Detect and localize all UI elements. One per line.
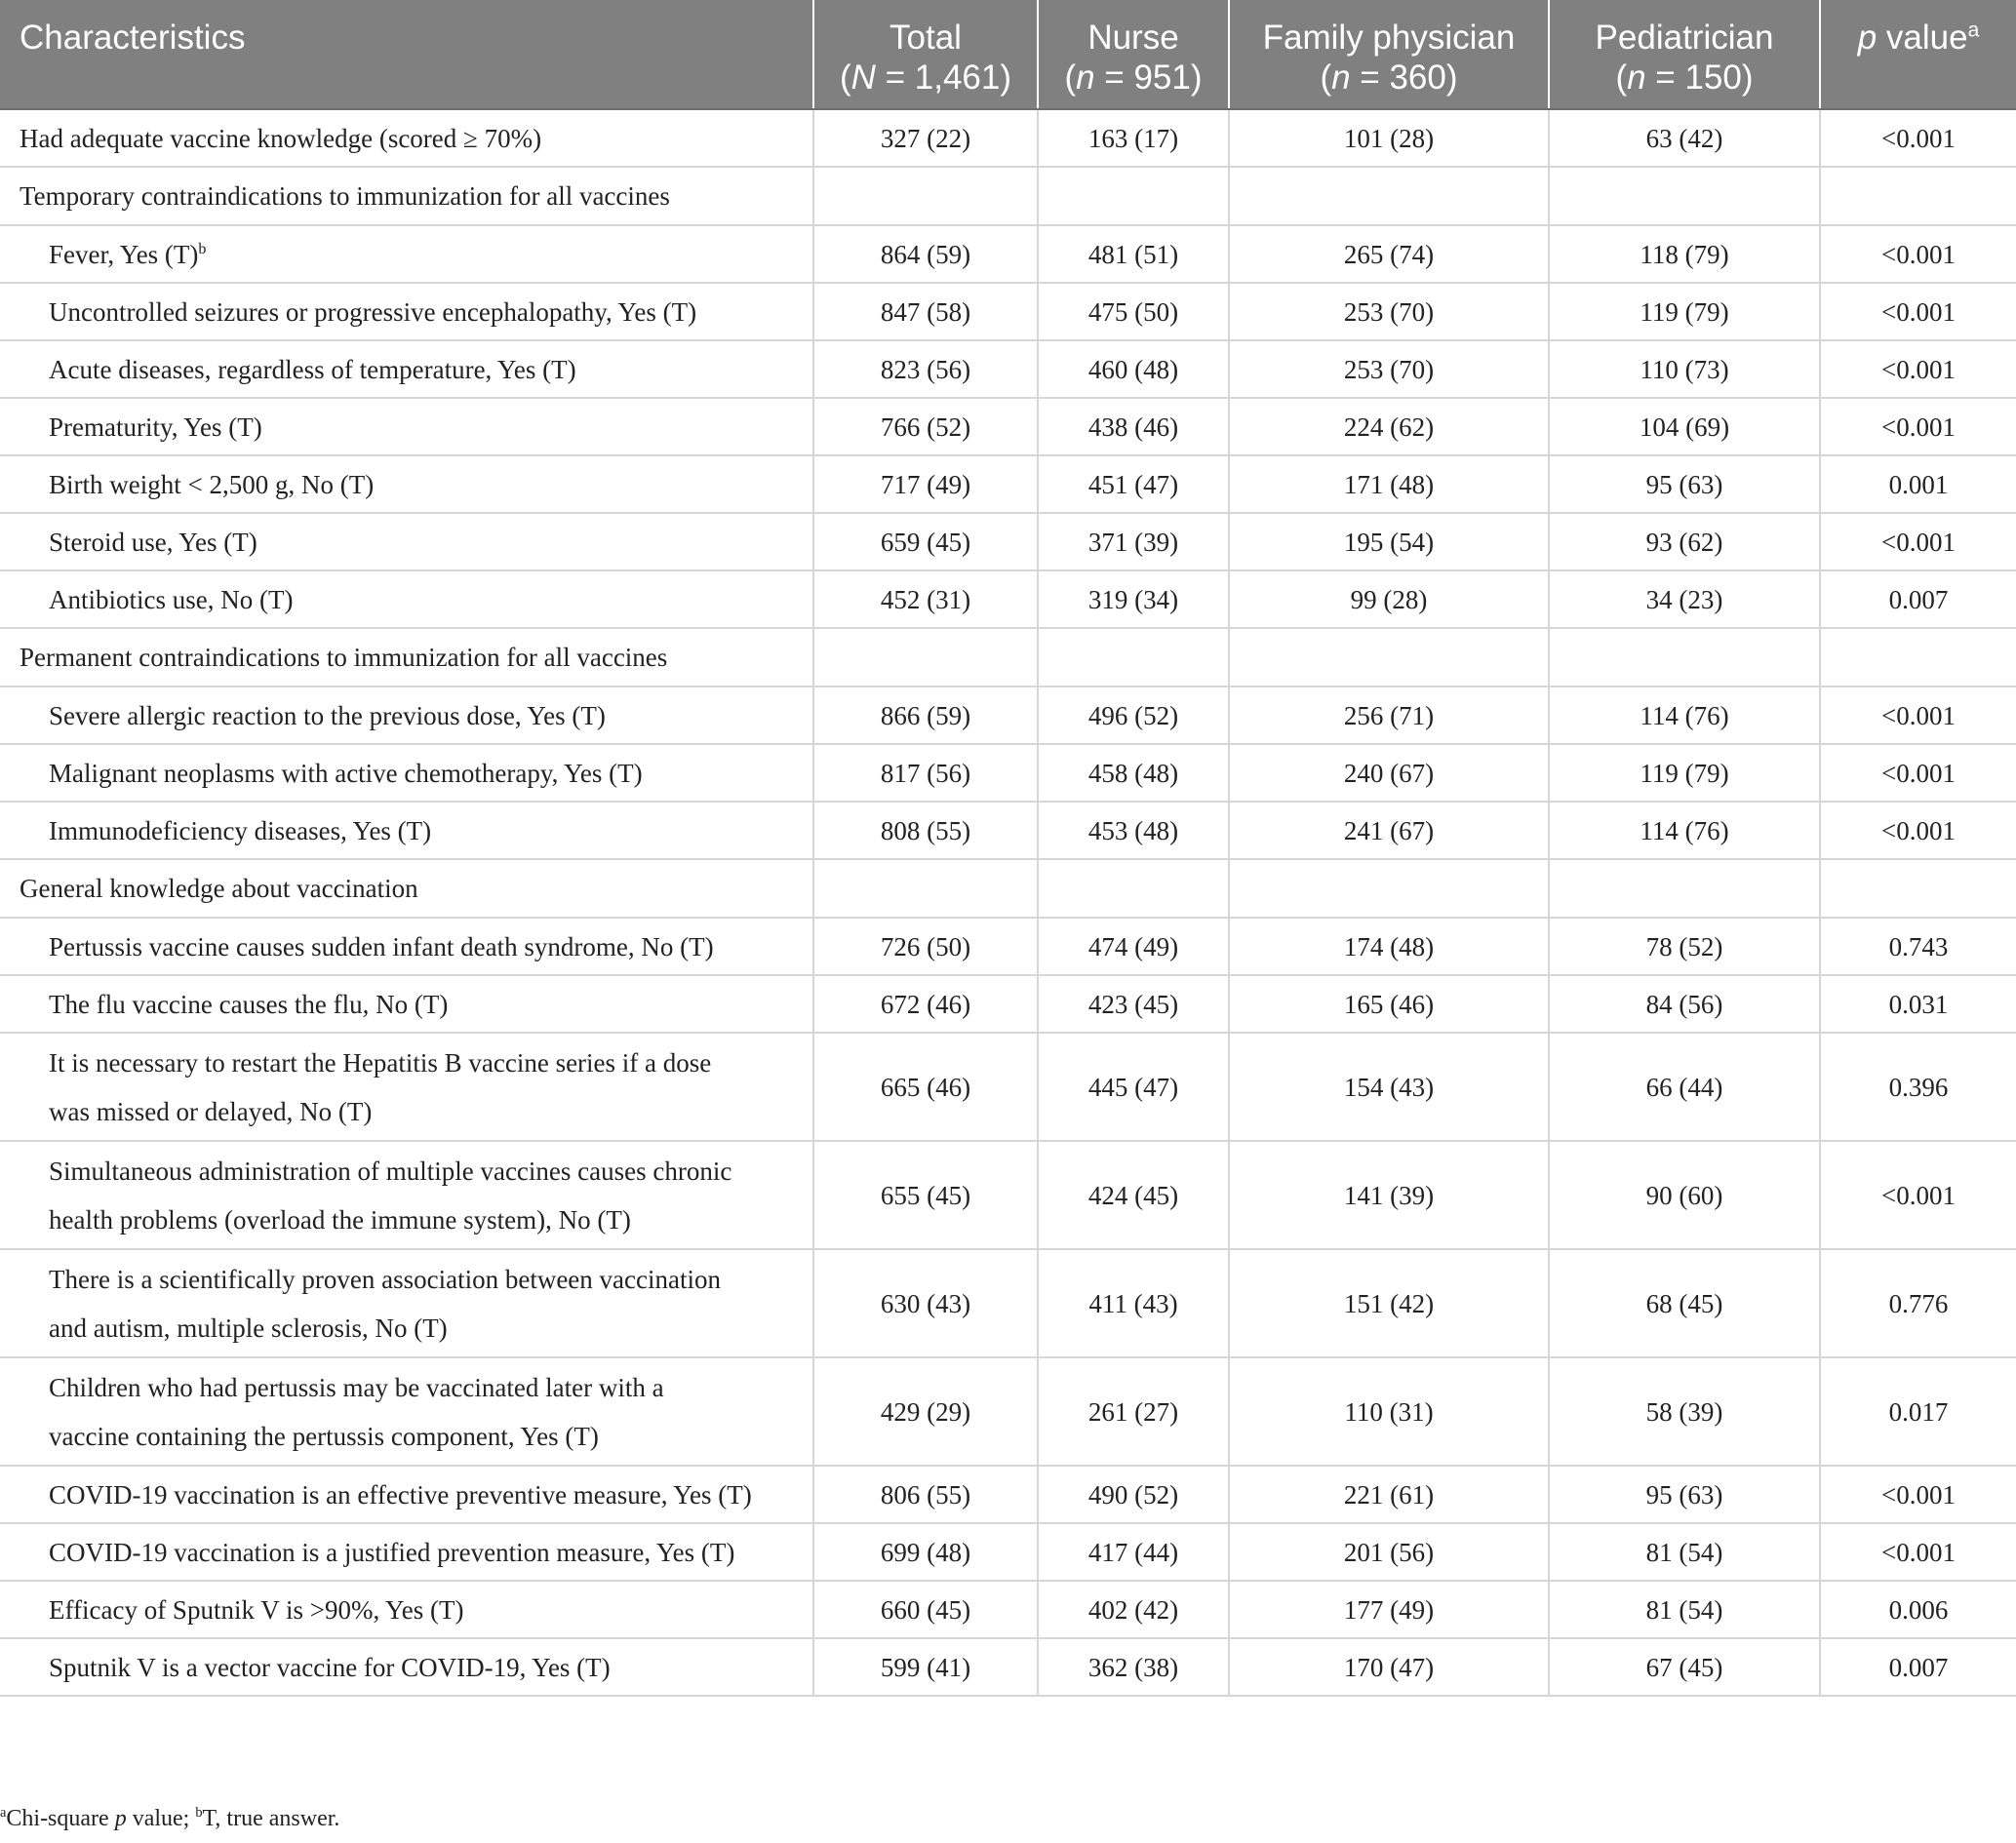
cell-p-value: <0.001 bbox=[1820, 802, 2016, 859]
cell-pediatrician: 63 (42) bbox=[1549, 109, 1820, 167]
cell-family-physician: 177 (49) bbox=[1229, 1581, 1549, 1638]
cell-p-value: 0.743 bbox=[1820, 918, 2016, 975]
table-row bbox=[0, 1466, 2016, 1523]
cell-total: 599 (41) bbox=[813, 1638, 1038, 1696]
cell-pediatrician: 119 (79) bbox=[1549, 744, 1820, 802]
cell-family-physician: 170 (47) bbox=[1229, 1638, 1549, 1696]
cell-p-value: <0.001 bbox=[1820, 109, 2016, 167]
table-row bbox=[0, 1033, 2016, 1141]
table-row bbox=[0, 398, 2016, 455]
row-label: Steroid use, Yes (T) bbox=[0, 513, 813, 570]
cell-nurse: 411 (43) bbox=[1038, 1249, 1229, 1357]
cell-family-physician: 101 (28) bbox=[1229, 109, 1549, 167]
table-row bbox=[0, 1638, 2016, 1696]
cell-p-value: 0.001 bbox=[1820, 455, 2016, 513]
cell-p-value: <0.001 bbox=[1820, 686, 2016, 744]
cell-p-value: <0.001 bbox=[1820, 513, 2016, 570]
cell-nurse: 474 (49) bbox=[1038, 918, 1229, 975]
table-row bbox=[0, 802, 2016, 859]
header-family-physician: Family physician (n = 360) bbox=[1229, 0, 1549, 109]
cell-total: 630 (43) bbox=[813, 1249, 1038, 1357]
cell-family-physician: 241 (67) bbox=[1229, 802, 1549, 859]
table-row bbox=[0, 918, 2016, 975]
cell-pediatrician: 67 (45) bbox=[1549, 1638, 1820, 1696]
row-label: Acute diseases, regardless of temperature, Yes (T) bbox=[0, 340, 813, 398]
cell-total: 823 (56) bbox=[813, 340, 1038, 398]
header-total: Total (N = 1,461) bbox=[813, 0, 1038, 109]
section-row bbox=[0, 167, 2016, 225]
cell-total: 808 (55) bbox=[813, 802, 1038, 859]
cell-nurse: 163 (17) bbox=[1038, 109, 1229, 167]
cell-total: 672 (46) bbox=[813, 975, 1038, 1033]
row-label: Fever, Yes $(T)^b$ bbox=[0, 225, 813, 283]
section-row bbox=[0, 628, 2016, 686]
cell-p-value: <0.001 bbox=[1820, 744, 2016, 802]
section-label: Permanent contraindications to immunization for all vaccines bbox=[0, 628, 813, 686]
cell-p-value: 0.396 bbox=[1820, 1033, 2016, 1141]
cell-nurse: 402 (42) bbox=[1038, 1581, 1229, 1638]
cell-p-value: <0.001 bbox=[1820, 398, 2016, 455]
cell-p-value: <0.001 bbox=[1820, 283, 2016, 340]
cell-family-physician: 253 (70) bbox=[1229, 283, 1549, 340]
table-row bbox=[0, 283, 2016, 340]
row-label: COVID-19 vaccination is a justified prevention measure, Yes (T) bbox=[0, 1523, 813, 1581]
cell-total: 452 (31) bbox=[813, 570, 1038, 628]
cell-total: 817 (56) bbox=[813, 744, 1038, 802]
table-row bbox=[0, 455, 2016, 513]
cell-family-physician: 256 (71) bbox=[1229, 686, 1549, 744]
cell-nurse: 481 (51) bbox=[1038, 225, 1229, 283]
table-row bbox=[0, 1141, 2016, 1249]
cell-total: 655 (45) bbox=[813, 1141, 1038, 1249]
table-row bbox=[0, 1581, 2016, 1638]
cell-family-physician: 154 (43) bbox=[1229, 1033, 1549, 1141]
cell-p-value: 0.006 bbox=[1820, 1581, 2016, 1638]
row-label: Malignant neoplasms with active chemotherapy, Yes (T) bbox=[0, 744, 813, 802]
row-label: Sputnik V is a vector vaccine for COVID-19, Yes (T) bbox=[0, 1638, 813, 1696]
cell-nurse: 261 (27) bbox=[1038, 1357, 1229, 1466]
cell-nurse: 496 (52) bbox=[1038, 686, 1229, 744]
header-nurse: Nurse (n = 951) bbox=[1038, 0, 1229, 109]
cell-p-value: 0.007 bbox=[1820, 1638, 2016, 1696]
cell-nurse: 453 (48) bbox=[1038, 802, 1229, 859]
cell-pediatrician: 78 (52) bbox=[1549, 918, 1820, 975]
cell-family-physician: 221 (61) bbox=[1229, 1466, 1549, 1523]
cell-nurse: 458 (48) bbox=[1038, 744, 1229, 802]
cell-pediatrician: 58 (39) bbox=[1549, 1357, 1820, 1466]
row-label: Birth weight < 2,500 g, No (T) bbox=[0, 455, 813, 513]
cell-pediatrician: 34 (23) bbox=[1549, 570, 1820, 628]
cell-total: 429 (29) bbox=[813, 1357, 1038, 1466]
cell-nurse: 319 (34) bbox=[1038, 570, 1229, 628]
table-row bbox=[0, 570, 2016, 628]
cell-family-physician: 171 (48) bbox=[1229, 455, 1549, 513]
section-label: General knowledge about vaccination bbox=[0, 859, 813, 918]
cell-nurse: 490 (52) bbox=[1038, 1466, 1229, 1523]
row-label: Immunodeficiency diseases, Yes (T) bbox=[0, 802, 813, 859]
cell-p-value: <0.001 bbox=[1820, 1141, 2016, 1249]
row-label: Simultaneous administration of multiple vaccines causes chronic health problems (overload the immune system), No (T) bbox=[0, 1141, 813, 1249]
table-row bbox=[0, 109, 2016, 167]
cell-total: 866 (59) bbox=[813, 686, 1038, 744]
row-label: Uncontrolled seizures or progressive encephalopathy, Yes (T) bbox=[0, 283, 813, 340]
cell-total: 717 (49) bbox=[813, 455, 1038, 513]
cell-total: 660 (45) bbox=[813, 1581, 1038, 1638]
row-label: It is necessary to restart the Hepatitis B vaccine series if a dose was missed or delayed, No (T) bbox=[0, 1033, 813, 1141]
cell-nurse: 460 (48) bbox=[1038, 340, 1229, 398]
row-label: Had adequate vaccine knowledge (scored ≥ 70%) bbox=[0, 109, 813, 167]
cell-family-physician: 195 (54) bbox=[1229, 513, 1549, 570]
cell-family-physician: 253 (70) bbox=[1229, 340, 1549, 398]
table-row bbox=[0, 686, 2016, 744]
row-label: Pertussis vaccine causes sudden infant death syndrome, No (T) bbox=[0, 918, 813, 975]
cell-family-physician: 265 (74) bbox=[1229, 225, 1549, 283]
row-label: Antibiotics use, No (T) bbox=[0, 570, 813, 628]
cell-total: 847 (58) bbox=[813, 283, 1038, 340]
cell-family-physician: 240 (67) bbox=[1229, 744, 1549, 802]
row-label: Prematurity, Yes (T) bbox=[0, 398, 813, 455]
row-label: Children who had pertussis may be vaccinated later with a vaccine containing the pertussis component, Yes (T) bbox=[0, 1357, 813, 1466]
cell-nurse: 445 (47) bbox=[1038, 1033, 1229, 1141]
cell-family-physician: 99 (28) bbox=[1229, 570, 1549, 628]
table-row bbox=[0, 1523, 2016, 1581]
table-row bbox=[0, 225, 2016, 283]
cell-total: 726 (50) bbox=[813, 918, 1038, 975]
cell-p-value: 0.007 bbox=[1820, 570, 2016, 628]
header-p-value: p value$^a$ bbox=[1820, 0, 2016, 109]
cell-pediatrician: 90 (60) bbox=[1549, 1141, 1820, 1249]
cell-total: 659 (45) bbox=[813, 513, 1038, 570]
cell-pediatrician: 81 (54) bbox=[1549, 1523, 1820, 1581]
cell-p-value: <0.001 bbox=[1820, 225, 2016, 283]
cell-p-value: <0.001 bbox=[1820, 1466, 2016, 1523]
cell-pediatrician: 95 (63) bbox=[1549, 455, 1820, 513]
cell-nurse: 475 (50) bbox=[1038, 283, 1229, 340]
cell-p-value: <0.001 bbox=[1820, 340, 2016, 398]
cell-total: 864 (59) bbox=[813, 225, 1038, 283]
cell-pediatrician: 104 (69) bbox=[1549, 398, 1820, 455]
cell-family-physician: 165 (46) bbox=[1229, 975, 1549, 1033]
cell-family-physician: 174 (48) bbox=[1229, 918, 1549, 975]
header-pediatrician: Pediatrician (n = 150) bbox=[1549, 0, 1820, 109]
cell-nurse: 451 (47) bbox=[1038, 455, 1229, 513]
table-row bbox=[0, 1357, 2016, 1466]
row-label: COVID-19 vaccination is an effective preventive measure, Yes (T) bbox=[0, 1466, 813, 1523]
cell-pediatrician: 114 (76) bbox=[1549, 802, 1820, 859]
row-label: Efficacy of Sputnik V is >90%, Yes (T) bbox=[0, 1581, 813, 1638]
cell-pediatrician: 81 (54) bbox=[1549, 1581, 1820, 1638]
row-label: The flu vaccine causes the flu, No (T) bbox=[0, 975, 813, 1033]
cell-nurse: 438 (46) bbox=[1038, 398, 1229, 455]
table-header-row bbox=[0, 0, 2016, 109]
cell-pediatrician: 118 (79) bbox=[1549, 225, 1820, 283]
cell-pediatrician: 68 (45) bbox=[1549, 1249, 1820, 1357]
table-row bbox=[0, 744, 2016, 802]
cell-pediatrician: 95 (63) bbox=[1549, 1466, 1820, 1523]
cell-total: 766 (52) bbox=[813, 398, 1038, 455]
table-row bbox=[0, 340, 2016, 398]
header-characteristics: Characteristics bbox=[0, 0, 813, 109]
cell-family-physician: 201 (56) bbox=[1229, 1523, 1549, 1581]
cell-nurse: 417 (44) bbox=[1038, 1523, 1229, 1581]
cell-pediatrician: 66 (44) bbox=[1549, 1033, 1820, 1141]
cell-total: 699 (48) bbox=[813, 1523, 1038, 1581]
cell-p-value: 0.017 bbox=[1820, 1357, 2016, 1466]
cell-family-physician: 151 (42) bbox=[1229, 1249, 1549, 1357]
cell-p-value: 0.031 bbox=[1820, 975, 2016, 1033]
cell-total: 327 (22) bbox=[813, 109, 1038, 167]
cell-nurse: 371 (39) bbox=[1038, 513, 1229, 570]
cell-pediatrician: 119 (79) bbox=[1549, 283, 1820, 340]
cell-pediatrician: 93 (62) bbox=[1549, 513, 1820, 570]
table-row bbox=[0, 513, 2016, 570]
table-row bbox=[0, 975, 2016, 1033]
cell-family-physician: 224 (62) bbox=[1229, 398, 1549, 455]
section-row bbox=[0, 859, 2016, 918]
row-label: There is a scientifically proven association between vaccination and autism, multiple sclerosis, No (T) bbox=[0, 1249, 813, 1357]
table-row bbox=[0, 1249, 2016, 1357]
cell-pediatrician: 110 (73) bbox=[1549, 340, 1820, 398]
row-label: Severe allergic reaction to the previous dose, Yes (T) bbox=[0, 686, 813, 744]
cell-family-physician: 110 (31) bbox=[1229, 1357, 1549, 1466]
cell-total: 665 (46) bbox=[813, 1033, 1038, 1141]
cell-nurse: 423 (45) bbox=[1038, 975, 1229, 1033]
cell-p-value: <0.001 bbox=[1820, 1523, 2016, 1581]
cell-nurse: 362 (38) bbox=[1038, 1638, 1229, 1696]
table-footnote: $^a$Chi-square p value; $^b$T, true answer. bbox=[0, 1805, 340, 1831]
cell-pediatrician: 114 (76) bbox=[1549, 686, 1820, 744]
section-label: Temporary contraindications to immunization for all vaccines bbox=[0, 167, 813, 225]
cell-p-value: 0.776 bbox=[1820, 1249, 2016, 1357]
cell-nurse: 424 (45) bbox=[1038, 1141, 1229, 1249]
cell-pediatrician: 84 (56) bbox=[1549, 975, 1820, 1033]
cell-total: 806 (55) bbox=[813, 1466, 1038, 1523]
cell-family-physician: 141 (39) bbox=[1229, 1141, 1549, 1249]
